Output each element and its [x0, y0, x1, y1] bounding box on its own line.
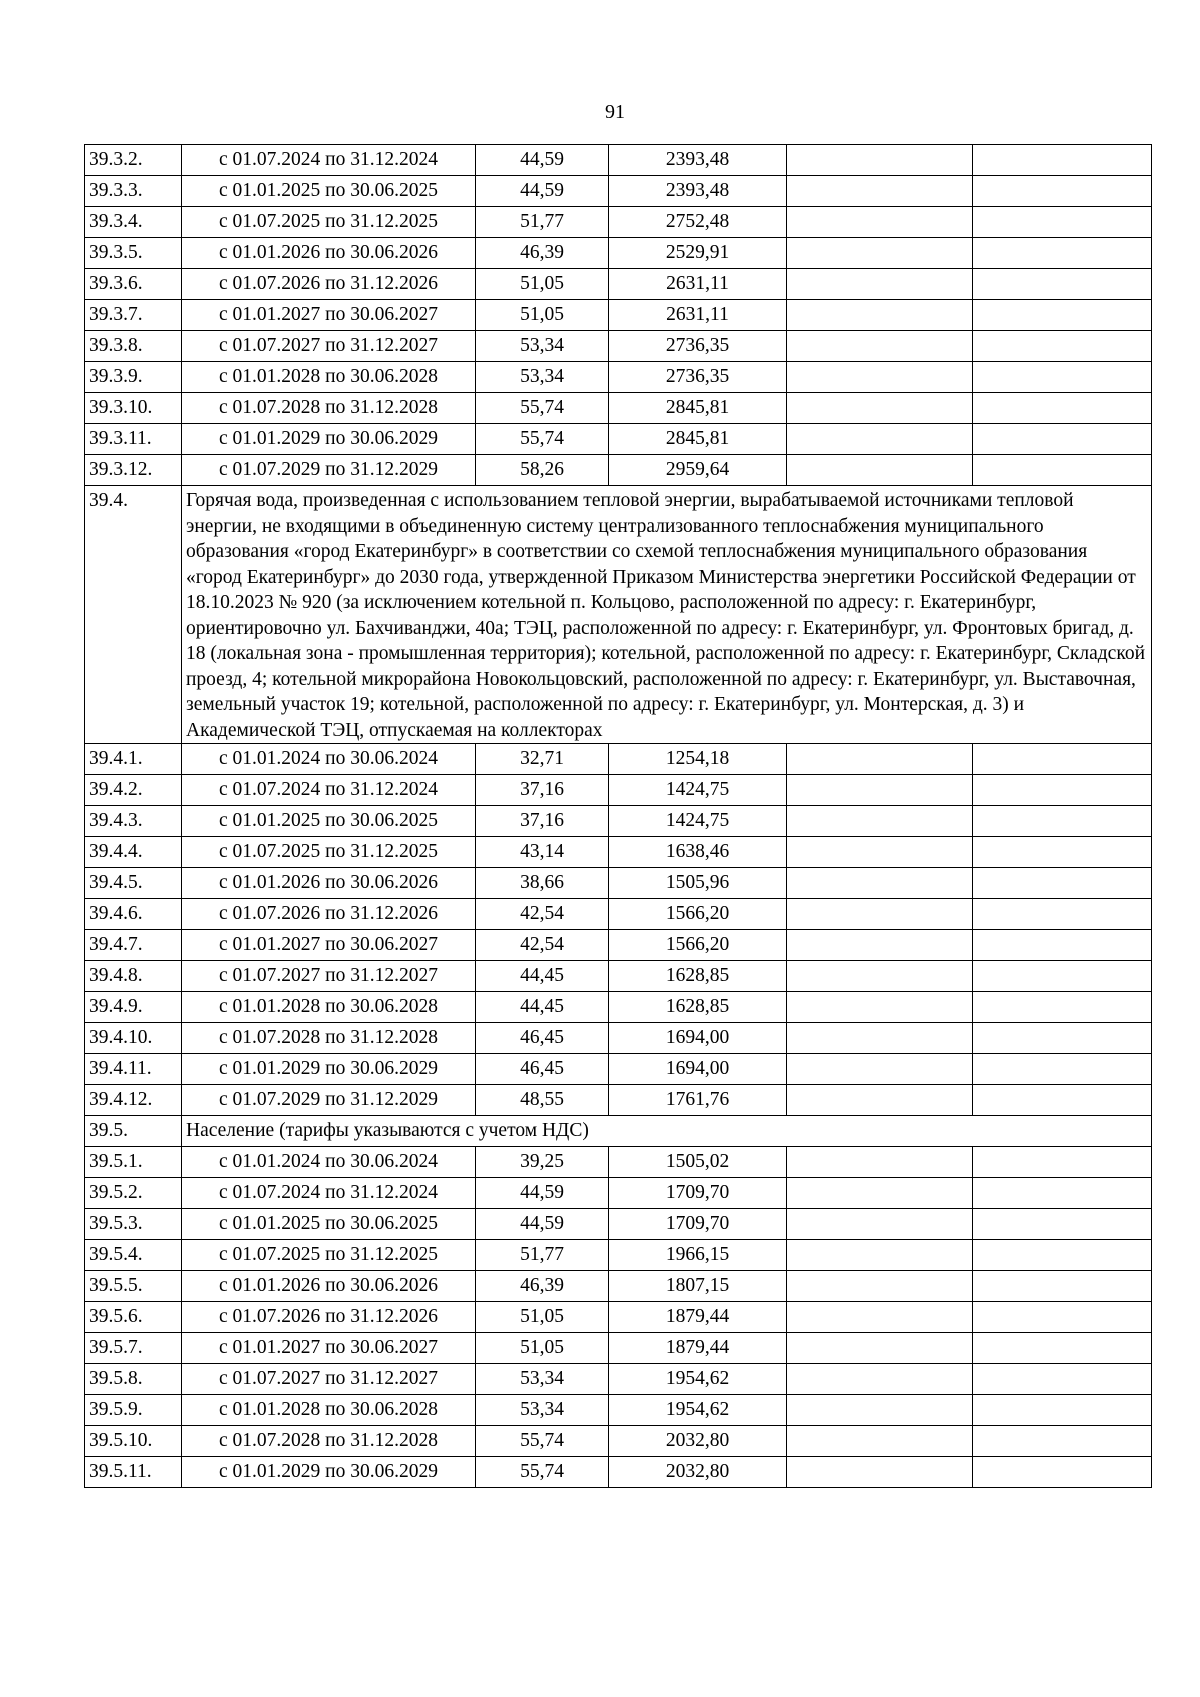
- section-description: Горячая вода, произведенная с использованием тепловой энергии, вырабатываемой источниками тепловой энергии, не входящими в объединенную систему централизованного теплоснабжения муниципального образования «город Екатеринбург» в соответствии со схемой теплоснабжения муниципального образования «город Екатеринбург» до 2030 года, утвержденной Приказом Министерства энергетики Российской Федерации от 18.10.2023 № 920 (за исключением котельной п. Кольцово, расположенной по адресу: г. Екатеринбург, ориентировочно ул. Бахчиванджи, 40а; ТЭЦ, расположенной по адресу: г. Екатеринбург, ул. Фронтовых бригад, д. 18 (локальная зона - промышленная территория); котельной, расположенной по адресу: г. Екатеринбург, Складской проезд, 4; котельной микрорайона Новокольцовский, расположенной по адресу: г. Екатеринбург, ул. Выставочная, земельный участок 19; котельной, расположенной по адресу: г. Екатеринбург, ул. Монтерская, д. 3) и Академической ТЭЦ, отпускаемая на коллекторах: [182, 486, 1152, 744]
- table-row: [85, 269, 1152, 300]
- section-description: Население (тарифы указываются с учетом НДС): [182, 1116, 1152, 1147]
- empty-cell: [787, 1457, 973, 1488]
- value-cell: 51,77: [476, 1240, 609, 1271]
- value-cell: 51,05: [476, 269, 609, 300]
- table-row: [85, 145, 1152, 176]
- empty-cell: [787, 1085, 973, 1116]
- value-cell: 38,66: [476, 868, 609, 899]
- value-cell: 1694,00: [609, 1054, 787, 1085]
- period-cell: с 01.07.2026 по 31.12.2026: [182, 1302, 476, 1333]
- table-row: [85, 1395, 1152, 1426]
- row-number: 39.3.10.: [85, 393, 182, 424]
- row-number: 39.5.1.: [85, 1147, 182, 1178]
- value-cell: 42,54: [476, 899, 609, 930]
- empty-cell: [973, 1364, 1152, 1395]
- empty-cell: [973, 145, 1152, 176]
- table-row: [85, 1333, 1152, 1364]
- value-cell: 58,26: [476, 455, 609, 486]
- empty-cell: [973, 961, 1152, 992]
- table-row: [85, 1209, 1152, 1240]
- value-cell: 1566,20: [609, 930, 787, 961]
- table-row: [85, 1023, 1152, 1054]
- empty-cell: [787, 331, 973, 362]
- empty-cell: [787, 744, 973, 775]
- period-cell: с 01.01.2026 по 30.06.2026: [182, 1271, 476, 1302]
- value-cell: 1694,00: [609, 1023, 787, 1054]
- period-cell: с 01.07.2025 по 31.12.2025: [182, 837, 476, 868]
- value-cell: 42,54: [476, 930, 609, 961]
- empty-cell: [973, 1178, 1152, 1209]
- row-number: 39.3.11.: [85, 424, 182, 455]
- table-row: [85, 207, 1152, 238]
- row-number: 39.5.7.: [85, 1333, 182, 1364]
- value-cell: 55,74: [476, 424, 609, 455]
- table-row: [85, 176, 1152, 207]
- table-row: [85, 455, 1152, 486]
- row-number: 39.4.1.: [85, 744, 182, 775]
- table-row: [85, 961, 1152, 992]
- row-number: 39.4.4.: [85, 837, 182, 868]
- period-cell: с 01.07.2026 по 31.12.2026: [182, 899, 476, 930]
- period-cell: с 01.07.2028 по 31.12.2028: [182, 393, 476, 424]
- period-cell: с 01.01.2028 по 30.06.2028: [182, 1395, 476, 1426]
- empty-cell: [787, 1023, 973, 1054]
- value-cell: 37,16: [476, 806, 609, 837]
- empty-cell: [973, 455, 1152, 486]
- row-number: 39.4.10.: [85, 1023, 182, 1054]
- row-number: 39.3.3.: [85, 176, 182, 207]
- empty-cell: [973, 930, 1152, 961]
- empty-cell: [787, 992, 973, 1023]
- row-number: 39.5.6.: [85, 1302, 182, 1333]
- empty-cell: [973, 176, 1152, 207]
- row-number: 39.3.5.: [85, 238, 182, 269]
- period-cell: с 01.01.2029 по 30.06.2029: [182, 424, 476, 455]
- period-cell: с 01.07.2027 по 31.12.2027: [182, 331, 476, 362]
- tariff-table: [84, 144, 1152, 1488]
- table-row: [85, 1426, 1152, 1457]
- row-number: 39.4.: [85, 486, 182, 744]
- row-number: 39.4.9.: [85, 992, 182, 1023]
- empty-cell: [973, 1147, 1152, 1178]
- value-cell: 1254,18: [609, 744, 787, 775]
- empty-cell: [787, 1395, 973, 1426]
- value-cell: 1505,96: [609, 868, 787, 899]
- value-cell: 1879,44: [609, 1333, 787, 1364]
- period-cell: с 01.07.2025 по 31.12.2025: [182, 1240, 476, 1271]
- table-row: [85, 331, 1152, 362]
- empty-cell: [973, 868, 1152, 899]
- row-number: 39.3.8.: [85, 331, 182, 362]
- table-row: [85, 837, 1152, 868]
- value-cell: 1505,02: [609, 1147, 787, 1178]
- value-cell: 1709,70: [609, 1178, 787, 1209]
- empty-cell: [787, 238, 973, 269]
- value-cell: 51,77: [476, 207, 609, 238]
- empty-cell: [973, 1054, 1152, 1085]
- row-number: 39.5.: [85, 1116, 182, 1147]
- value-cell: 53,34: [476, 362, 609, 393]
- table-row: [85, 1364, 1152, 1395]
- section-row: [85, 486, 1152, 744]
- row-number: 39.3.6.: [85, 269, 182, 300]
- period-cell: с 01.07.2024 по 31.12.2024: [182, 1178, 476, 1209]
- empty-cell: [973, 393, 1152, 424]
- table-row: [85, 992, 1152, 1023]
- table-row: [85, 1178, 1152, 1209]
- row-number: 39.4.11.: [85, 1054, 182, 1085]
- empty-cell: [787, 393, 973, 424]
- table-row: [85, 1271, 1152, 1302]
- value-cell: 1424,75: [609, 775, 787, 806]
- table-row: [85, 238, 1152, 269]
- row-number: 39.5.10.: [85, 1426, 182, 1457]
- value-cell: 39,25: [476, 1147, 609, 1178]
- table-row: [85, 744, 1152, 775]
- period-cell: с 01.07.2029 по 31.12.2029: [182, 455, 476, 486]
- empty-cell: [973, 1333, 1152, 1364]
- empty-cell: [973, 1271, 1152, 1302]
- empty-cell: [787, 868, 973, 899]
- row-number: 39.5.3.: [85, 1209, 182, 1240]
- empty-cell: [787, 899, 973, 930]
- table-row: [85, 899, 1152, 930]
- empty-cell: [787, 455, 973, 486]
- value-cell: 44,45: [476, 961, 609, 992]
- empty-cell: [787, 1271, 973, 1302]
- row-number: 39.5.8.: [85, 1364, 182, 1395]
- table-row: [85, 1085, 1152, 1116]
- row-number: 39.5.4.: [85, 1240, 182, 1271]
- empty-cell: [973, 362, 1152, 393]
- empty-cell: [973, 207, 1152, 238]
- empty-cell: [787, 775, 973, 806]
- period-cell: с 01.01.2024 по 30.06.2024: [182, 1147, 476, 1178]
- value-cell: 1628,85: [609, 992, 787, 1023]
- value-cell: 2752,48: [609, 207, 787, 238]
- value-cell: 1807,15: [609, 1271, 787, 1302]
- value-cell: 46,39: [476, 1271, 609, 1302]
- empty-cell: [973, 1426, 1152, 1457]
- value-cell: 44,59: [476, 1178, 609, 1209]
- value-cell: 1424,75: [609, 806, 787, 837]
- empty-cell: [973, 1395, 1152, 1426]
- empty-cell: [973, 1023, 1152, 1054]
- empty-cell: [787, 176, 973, 207]
- empty-cell: [973, 300, 1152, 331]
- empty-cell: [973, 1240, 1152, 1271]
- period-cell: с 01.01.2028 по 30.06.2028: [182, 362, 476, 393]
- period-cell: с 01.01.2025 по 30.06.2025: [182, 806, 476, 837]
- value-cell: 44,45: [476, 992, 609, 1023]
- row-number: 39.5.9.: [85, 1395, 182, 1426]
- table-row: [85, 1054, 1152, 1085]
- empty-cell: [787, 269, 973, 300]
- value-cell: 51,05: [476, 1333, 609, 1364]
- value-cell: 2393,48: [609, 145, 787, 176]
- row-number: 39.4.6.: [85, 899, 182, 930]
- value-cell: 55,74: [476, 1457, 609, 1488]
- empty-cell: [787, 1240, 973, 1271]
- value-cell: 1709,70: [609, 1209, 787, 1240]
- value-cell: 37,16: [476, 775, 609, 806]
- value-cell: 44,59: [476, 145, 609, 176]
- table-row: [85, 424, 1152, 455]
- section-row: [85, 1116, 1152, 1147]
- empty-cell: [973, 992, 1152, 1023]
- period-cell: с 01.01.2024 по 30.06.2024: [182, 744, 476, 775]
- empty-cell: [787, 300, 973, 331]
- value-cell: 44,59: [476, 1209, 609, 1240]
- table-row: [85, 806, 1152, 837]
- table-row: [85, 930, 1152, 961]
- period-cell: с 01.07.2024 по 31.12.2024: [182, 145, 476, 176]
- value-cell: 32,71: [476, 744, 609, 775]
- period-cell: с 01.07.2025 по 31.12.2025: [182, 207, 476, 238]
- period-cell: с 01.07.2028 по 31.12.2028: [182, 1426, 476, 1457]
- row-number: 39.4.3.: [85, 806, 182, 837]
- table-row: [85, 1457, 1152, 1488]
- empty-cell: [787, 362, 973, 393]
- empty-cell: [787, 145, 973, 176]
- empty-cell: [973, 744, 1152, 775]
- value-cell: 46,45: [476, 1023, 609, 1054]
- value-cell: 44,59: [476, 176, 609, 207]
- row-number: 39.3.12.: [85, 455, 182, 486]
- period-cell: с 01.01.2026 по 30.06.2026: [182, 868, 476, 899]
- value-cell: 55,74: [476, 393, 609, 424]
- empty-cell: [787, 1209, 973, 1240]
- period-cell: с 01.07.2028 по 31.12.2028: [182, 1023, 476, 1054]
- empty-cell: [787, 1426, 973, 1457]
- value-cell: 2631,11: [609, 269, 787, 300]
- empty-cell: [787, 207, 973, 238]
- value-cell: 53,34: [476, 331, 609, 362]
- value-cell: 2631,11: [609, 300, 787, 331]
- empty-cell: [787, 1333, 973, 1364]
- empty-cell: [787, 806, 973, 837]
- empty-cell: [787, 1364, 973, 1395]
- table-row: [85, 1302, 1152, 1333]
- period-cell: с 01.07.2024 по 31.12.2024: [182, 775, 476, 806]
- row-number: 39.5.11.: [85, 1457, 182, 1488]
- value-cell: 2845,81: [609, 393, 787, 424]
- empty-cell: [787, 1054, 973, 1085]
- period-cell: с 01.01.2029 по 30.06.2029: [182, 1054, 476, 1085]
- table-row: [85, 1147, 1152, 1178]
- empty-cell: [973, 899, 1152, 930]
- value-cell: 2959,64: [609, 455, 787, 486]
- row-number: 39.3.9.: [85, 362, 182, 393]
- empty-cell: [787, 1147, 973, 1178]
- row-number: 39.3.7.: [85, 300, 182, 331]
- value-cell: 46,45: [476, 1054, 609, 1085]
- value-cell: 43,14: [476, 837, 609, 868]
- row-number: 39.4.7.: [85, 930, 182, 961]
- value-cell: 1628,85: [609, 961, 787, 992]
- value-cell: 2393,48: [609, 176, 787, 207]
- value-cell: 2032,80: [609, 1457, 787, 1488]
- row-number: 39.4.5.: [85, 868, 182, 899]
- value-cell: 53,34: [476, 1364, 609, 1395]
- empty-cell: [787, 424, 973, 455]
- empty-cell: [787, 1302, 973, 1333]
- empty-cell: [973, 837, 1152, 868]
- table-row: [85, 300, 1152, 331]
- empty-cell: [973, 1457, 1152, 1488]
- period-cell: с 01.01.2027 по 30.06.2027: [182, 300, 476, 331]
- empty-cell: [787, 961, 973, 992]
- empty-cell: [973, 424, 1152, 455]
- value-cell: 48,55: [476, 1085, 609, 1116]
- empty-cell: [787, 837, 973, 868]
- value-cell: 2845,81: [609, 424, 787, 455]
- tariff-table-body: [85, 145, 1152, 1488]
- value-cell: 1761,76: [609, 1085, 787, 1116]
- empty-cell: [973, 1209, 1152, 1240]
- row-number: 39.3.2.: [85, 145, 182, 176]
- row-number: 39.5.5.: [85, 1271, 182, 1302]
- value-cell: 2032,80: [609, 1426, 787, 1457]
- empty-cell: [973, 775, 1152, 806]
- period-cell: с 01.01.2025 по 30.06.2025: [182, 176, 476, 207]
- period-cell: с 01.01.2029 по 30.06.2029: [182, 1457, 476, 1488]
- empty-cell: [973, 269, 1152, 300]
- value-cell: 53,34: [476, 1395, 609, 1426]
- period-cell: с 01.01.2025 по 30.06.2025: [182, 1209, 476, 1240]
- empty-cell: [973, 806, 1152, 837]
- row-number: 39.5.2.: [85, 1178, 182, 1209]
- empty-cell: [973, 331, 1152, 362]
- row-number: 39.4.2.: [85, 775, 182, 806]
- value-cell: 46,39: [476, 238, 609, 269]
- value-cell: 1966,15: [609, 1240, 787, 1271]
- value-cell: 1954,62: [609, 1364, 787, 1395]
- row-number: 39.3.4.: [85, 207, 182, 238]
- value-cell: 51,05: [476, 300, 609, 331]
- period-cell: с 01.07.2026 по 31.12.2026: [182, 269, 476, 300]
- period-cell: с 01.01.2027 по 30.06.2027: [182, 930, 476, 961]
- value-cell: 2736,35: [609, 331, 787, 362]
- value-cell: 51,05: [476, 1302, 609, 1333]
- row-number: 39.4.12.: [85, 1085, 182, 1116]
- value-cell: 1566,20: [609, 899, 787, 930]
- table-row: [85, 393, 1152, 424]
- table-row: [85, 362, 1152, 393]
- empty-cell: [787, 930, 973, 961]
- table-row: [85, 775, 1152, 806]
- empty-cell: [973, 238, 1152, 269]
- value-cell: 1638,46: [609, 837, 787, 868]
- period-cell: с 01.01.2028 по 30.06.2028: [182, 992, 476, 1023]
- period-cell: с 01.01.2027 по 30.06.2027: [182, 1333, 476, 1364]
- value-cell: 1954,62: [609, 1395, 787, 1426]
- row-number: 39.4.8.: [85, 961, 182, 992]
- period-cell: с 01.07.2027 по 31.12.2027: [182, 1364, 476, 1395]
- period-cell: с 01.01.2026 по 30.06.2026: [182, 238, 476, 269]
- value-cell: 1879,44: [609, 1302, 787, 1333]
- period-cell: с 01.07.2027 по 31.12.2027: [182, 961, 476, 992]
- empty-cell: [973, 1302, 1152, 1333]
- table-row: [85, 1240, 1152, 1271]
- value-cell: 55,74: [476, 1426, 609, 1457]
- empty-cell: [973, 1085, 1152, 1116]
- page-number: 91: [605, 101, 625, 123]
- period-cell: с 01.07.2029 по 31.12.2029: [182, 1085, 476, 1116]
- table-row: [85, 868, 1152, 899]
- value-cell: 2736,35: [609, 362, 787, 393]
- empty-cell: [787, 1178, 973, 1209]
- value-cell: 2529,91: [609, 238, 787, 269]
